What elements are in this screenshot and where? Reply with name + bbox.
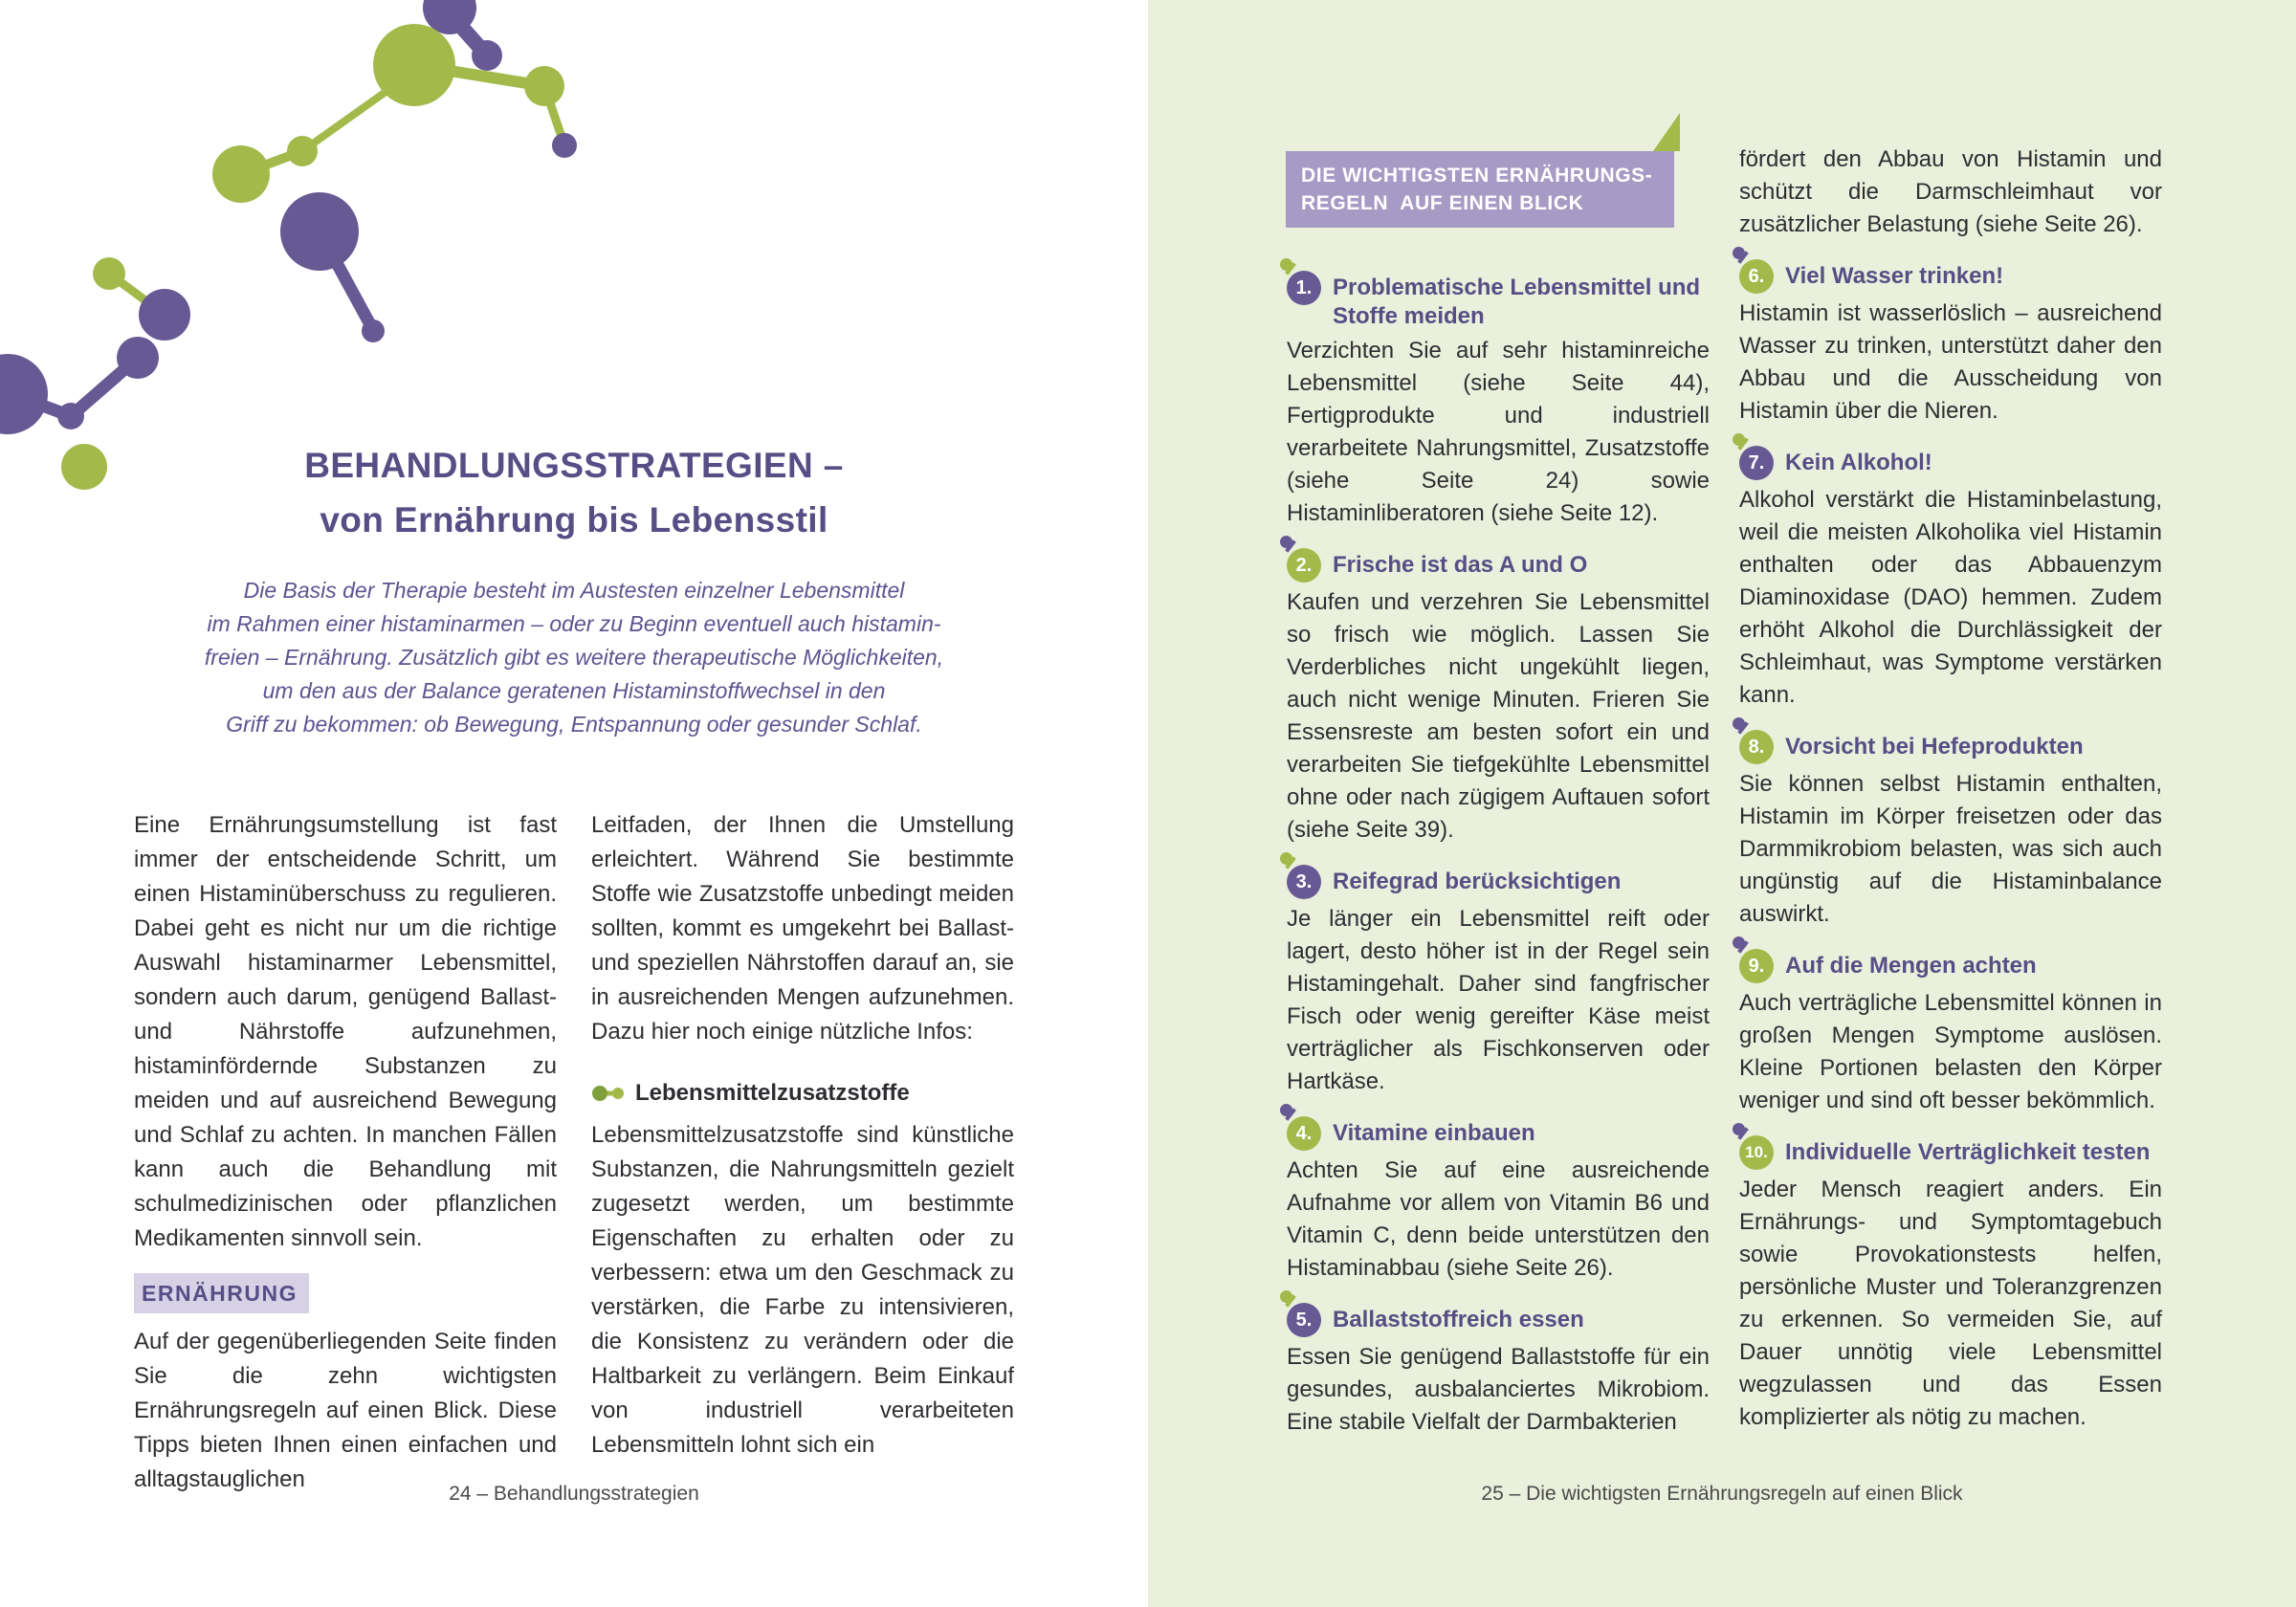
rule-head bbox=[1287, 862, 1710, 899]
rule-body: Sie können selbst Histamin enthalten, Histamin im Körper freisetzen oder das Darmmikrobiom belasten, was sich auch ungünstig auf die Histaminbalance auswirkt. bbox=[1739, 771, 2162, 927]
rule-6 bbox=[1739, 256, 2162, 428]
rule-head bbox=[1739, 727, 2162, 764]
page-title bbox=[144, 438, 1004, 547]
subsection-heading-text: Lebensmittelzusatzstoffe bbox=[635, 1080, 910, 1106]
rule-head bbox=[1739, 946, 2162, 983]
page-title-line1: BEHANDLUNGSSTRATEGIEN – bbox=[304, 446, 844, 485]
rule-number-badge bbox=[1287, 865, 1321, 899]
rule-2 bbox=[1287, 545, 1710, 847]
intro-line: freien – Ernährung. Zusätzlich gibt es weitere therapeutische Möglichkeiten, bbox=[204, 645, 944, 670]
section-label-ernaehrung bbox=[134, 1273, 557, 1313]
rule-number-badge bbox=[1739, 446, 1774, 480]
body-paragraph: Eine Ernährungsumstellung ist fast immer der entscheidende Schritt, um einen Histaminüberschuss zu regulieren. Dabei geht es nicht nur um die richtige Auswahl histaminarmer Lebensmittel, sondern auch darum, genügend Ballast- und Nährstoffe aufzunehmen, histaminfördernde Substanzen zu meiden und auf ausreichend Bewegung und Schlaf zu achten. In manchen Fällen kann auch die Behandlung mit schulmedizinischen oder pflanzlichen Medikamenten sinnvoll sein. bbox=[134, 812, 557, 1251]
rule-title: Viel Wasser trinken! bbox=[1785, 263, 2004, 289]
section-header-box bbox=[1286, 151, 1674, 228]
intro-line: im Rahmen einer histaminarmen – oder zu Beginn eventuell auch histamin- bbox=[207, 611, 941, 636]
body-paragraph: Auf der gegenüberliegenden Seite finden Sie die zehn wichtigsten Ernährungsregeln auf einen Blick. Diese Tipps bieten Ihnen einen einfachen und alltagstauglichen bbox=[134, 1329, 557, 1492]
rules-column-2 bbox=[1739, 143, 2162, 1449]
body-paragraph: Leitfaden, der Ihnen die Umstellung erleichtert. Während Sie bestimmte Stoffe wie Zusatzstoffe unbedingt meiden sollten, kommt es umgekehrt bei Ballast- und speziellen Nährstoffen darauf an, sie in ausreichenden Mengen aufzunehmen. Dazu hier noch einige nützliche Infos: bbox=[591, 812, 1014, 1045]
rule-number-badge bbox=[1287, 548, 1321, 583]
rule-body: Histamin ist wasserlöslich – ausreichend Wasser zu trinken, unterstützt daher den Abbau und die Ausscheidung von Histamin über die Nieren. bbox=[1739, 300, 2162, 424]
rule-number-badge bbox=[1739, 1135, 1774, 1170]
rule-8 bbox=[1739, 727, 2162, 931]
intro-line: Die Basis der Therapie besteht im Austesten einzelner Lebensmittel bbox=[243, 578, 905, 603]
rule-5 bbox=[1287, 1300, 1710, 1439]
rule-title: Frische ist das A und O bbox=[1333, 552, 1588, 578]
intro-line: Griff zu bekommen: ob Bewegung, Entspannung oder gesunder Schlaf. bbox=[226, 712, 922, 737]
rule-head bbox=[1739, 256, 2162, 294]
rule-number: 4. bbox=[1295, 1122, 1313, 1144]
rule-number-badge bbox=[1739, 949, 1774, 983]
rule-number-badge bbox=[1287, 271, 1321, 305]
rule-number: 5. bbox=[1295, 1309, 1313, 1331]
rule-body: Essen Sie genügend Ballaststoffe für ein gesundes, ausbalanciertes Mikrobiom. Eine stabile Vielfalt der Darmbakterien bbox=[1287, 1344, 1710, 1435]
rule-number: 10. bbox=[1745, 1143, 1768, 1161]
page-number-left: 24 – Behandlungsstrategien bbox=[449, 1483, 699, 1505]
rule-body: Verzichten Sie auf sehr histaminreiche Lebensmittel (siehe Seite 44), Fertigprodukte und industriell verarbeitete Nahrungsmittel, Zusatzstoffe (siehe Seite 24) sowie Histaminliberatoren (siehe Seite 12). bbox=[1287, 338, 1710, 526]
section-label-text: ERNÄHRUNG bbox=[134, 1273, 309, 1313]
rule-title: Ballaststoffreich essen bbox=[1333, 1307, 1584, 1332]
right-page bbox=[1148, 0, 2296, 1607]
rule-body: Alkohol verstärkt die Histaminbelastung, weil die meisten Alkoholika viel Histamin enthalten oder das Abbauenzym Diaminoxidase (DAO) hemmen. Zudem erhöht Alkohol die Durchlässigkeit der Schleimhaut, was Symptome verstärken kann. bbox=[1739, 487, 2162, 708]
subsection-heading bbox=[591, 1076, 1014, 1111]
rule-title: Vorsicht bei Hefeprodukten bbox=[1785, 734, 2084, 759]
rules-column-1 bbox=[1287, 268, 1710, 1454]
page-number-right: 25 – Die wichtigsten Ernährungsregeln auf einen Blick bbox=[1481, 1483, 1963, 1505]
section-header-line2: REGELN AUF EINEN BLICK bbox=[1301, 192, 1584, 214]
rule-7 bbox=[1739, 443, 2162, 712]
rule-body: Kaufen und verzehren Sie Lebensmittel so frisch wie möglich. Lassen Sie Verderbliches nicht ungekühlt liegen, auch nicht wenige Minuten. Frieren Sie Essensreste am besten sofort ein und verarbeiten Sie tiefgekühlte Lebensmittel ohne oder nach zügigem Auftauen sofort (siehe Seite 39). bbox=[1287, 589, 1710, 843]
intro-line: um den aus der Balance geratenen Histaminstoffwechsel in den bbox=[262, 678, 886, 703]
rule-head bbox=[1739, 443, 2162, 480]
rule-number: 7. bbox=[1748, 451, 1765, 473]
rule-1 bbox=[1287, 268, 1710, 530]
rule-9 bbox=[1739, 946, 2162, 1117]
rule-head bbox=[1287, 1300, 1710, 1337]
rule-number: 6. bbox=[1748, 265, 1765, 287]
rule-title: Reifegrad berücksichtigen bbox=[1333, 869, 1622, 894]
rule-body: Auch verträgliche Lebensmittel können in großen Mengen Symptome auslösen. Kleine Portionen belasten den Körper weniger und sind oft besser bekömmlich. bbox=[1739, 990, 2162, 1113]
rule-head bbox=[1287, 1113, 1710, 1151]
rule-body: Je länger ein Lebensmittel reift oder lagert, desto höher ist in der Regel sein Histamingehalt. Daher sind fangfrischer Fisch oder wenig gereifter Käse meist verträglicher als Fischkonserven oder Hartkäse. bbox=[1287, 906, 1710, 1094]
rule-title: Auf die Mengen achten bbox=[1785, 953, 2037, 979]
rule-number-badge bbox=[1287, 1116, 1321, 1151]
intro-text bbox=[144, 574, 1004, 741]
rule-number-badge bbox=[1739, 730, 1774, 764]
rule-number: 9. bbox=[1748, 955, 1765, 977]
rule-4 bbox=[1287, 1113, 1710, 1285]
rule-number: 8. bbox=[1748, 736, 1765, 758]
rule-head bbox=[1287, 545, 1710, 583]
rule-title: Vitamine einbauen bbox=[1333, 1120, 1535, 1146]
rule-body: Achten Sie auf eine ausreichende Aufnahme vor allem von Vitamin B6 und Vitamin C, denn beide unterstützen den Histaminabbau (siehe Seite 26). bbox=[1287, 1157, 1710, 1281]
left-column-1 bbox=[134, 808, 557, 1497]
section-header-line1: DIE WICHTIGSTEN ERNÄHRUNGS- bbox=[1301, 165, 1653, 187]
rule-number-badge bbox=[1287, 1303, 1321, 1337]
rule-head bbox=[1739, 1133, 2162, 1170]
rule-3 bbox=[1287, 862, 1710, 1098]
page-title-line2: von Ernährung bis Lebensstil bbox=[320, 500, 828, 539]
rule-10 bbox=[1739, 1133, 2162, 1434]
rule-head bbox=[1287, 268, 1710, 331]
rule-number-badge bbox=[1739, 259, 1774, 294]
rule-number: 1. bbox=[1295, 276, 1313, 298]
left-column-2 bbox=[591, 808, 1014, 1463]
rule-title: Individuelle Verträglichkeit testen bbox=[1785, 1139, 2151, 1165]
rule-title: Kein Alkohol! bbox=[1785, 450, 1932, 475]
body-paragraph: Lebensmittelzusatzstoffe sind künstliche Substanzen, die Nahrungsmitteln gezielt zugesetzt werden, um bestimmte Eigenschaften zu erhalten oder zu verbessern: etwa um den Geschmack zu verstärken, die Farbe zu intensivieren, die Konsistenz zu verändern oder die Haltbarkeit zu verlängern. Beim Einkauf von industriell verarbeiteten Lebensmitteln lohnt sich ein bbox=[591, 1122, 1014, 1458]
rule-title: Problematische Lebensmittel und Stoffe meiden bbox=[1333, 275, 1701, 329]
rule-number: 2. bbox=[1295, 554, 1313, 576]
rule-number: 3. bbox=[1295, 870, 1313, 892]
continuation-paragraph: fördert den Abbau von Histamin und schützt die Darmschleimhaut vor zusätzlicher Belastung (siehe Seite 26). bbox=[1739, 146, 2162, 237]
corner-triangle-icon bbox=[1653, 113, 1680, 151]
rule-body: Jeder Mensch reagiert anders. Ein Ernährungs- und Symptomtagebuch sowie Provokationstests helfen, persönliche Muster und Toleranzgrenzen zu erkennen. So vermeiden Sie, auf Dauer unnötig viele Lebensmittel wegzulassen und das Essen komplizierter als nötig zu machen. bbox=[1739, 1177, 2162, 1430]
molecule-bullet-icon bbox=[591, 1085, 626, 1102]
